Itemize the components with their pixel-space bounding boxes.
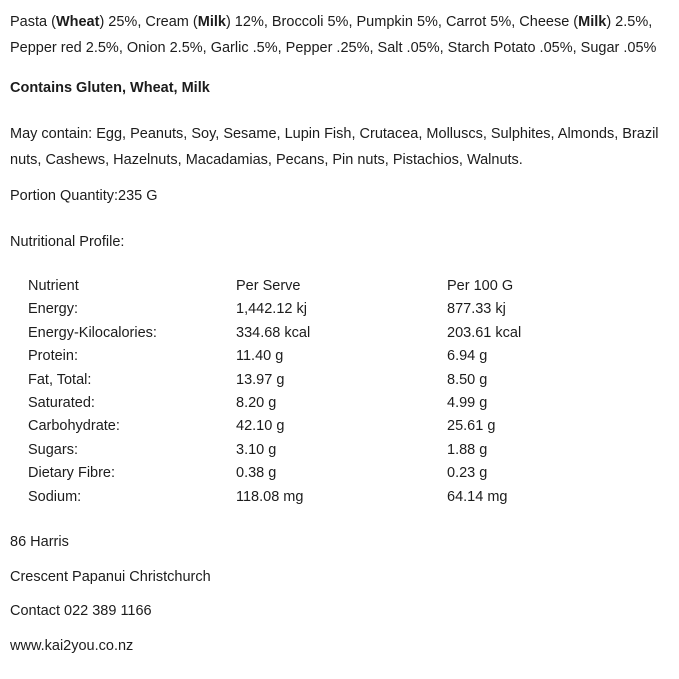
table-cell: 1.88 g <box>447 441 488 458</box>
table-cell: 334.68 kcal <box>236 324 311 341</box>
table-cell: 42.10 g <box>236 418 285 435</box>
table-row <box>28 392 665 415</box>
table-cell: Sodium: <box>28 488 82 505</box>
nutrition-table <box>28 275 665 509</box>
table-cell: 8.50 g <box>447 371 488 388</box>
table-row <box>28 322 665 345</box>
ingredient-allergen: Milk <box>197 14 226 30</box>
contact-phone: Contact 022 389 1166 <box>10 603 152 620</box>
table-cell: 8.20 g <box>236 395 277 412</box>
ingredient-segment: ) 2.5%, Pepper red 2.5%, Onion 2.5%, Garlic .5%, Pepper .25%, Salt .05%, Starch Potato .05%, Sugar .05% <box>10 14 657 56</box>
table-cell: Saturated: <box>28 395 95 412</box>
column-header-per-serve: Per Serve <box>236 278 301 294</box>
table-row <box>28 298 665 321</box>
address-line-2: Crescent Papanui Christchurch <box>10 568 211 585</box>
table-cell: Carbohydrate: <box>28 418 120 435</box>
table-cell: 203.61 kcal <box>447 324 522 341</box>
table-cell: 64.14 mg <box>447 488 508 505</box>
table-cell: 13.97 g <box>236 371 285 388</box>
table-cell: 118.08 mg <box>236 488 304 505</box>
table-row <box>28 345 665 368</box>
column-header-per-100g: Per 100 G <box>447 278 514 294</box>
ingredient-segment: Pasta ( <box>10 14 56 30</box>
table-cell: Sugars: <box>28 441 78 458</box>
table-row <box>28 369 665 392</box>
portion-quantity: Portion Quantity:235 G <box>10 188 158 204</box>
table-cell: 4.99 g <box>447 395 488 412</box>
table-cell: 0.38 g <box>236 465 277 482</box>
table-header-row <box>28 275 665 298</box>
ingredient-segment: ) 25%, Cream ( <box>99 14 198 30</box>
contains-statement: Contains Gluten, Wheat, Milk <box>10 80 210 96</box>
nutrition-profile-title: Nutritional Profile: <box>10 234 125 250</box>
table-cell: 11.40 g <box>236 348 284 365</box>
table-cell: 1,442.12 kj <box>236 301 307 318</box>
website-url: www.kai2you.co.nz <box>10 637 134 654</box>
nutrition-rows <box>28 298 665 509</box>
address-line-1: 86 Harris <box>10 534 69 551</box>
column-header-nutrient: Nutrient <box>28 278 79 294</box>
table-cell: 877.33 kj <box>447 301 506 318</box>
ingredients-line <box>10 9 665 61</box>
table-row <box>28 462 665 485</box>
table-row <box>28 439 665 462</box>
table-cell: Energy: <box>28 301 78 318</box>
table-cell: Fat, Total: <box>28 371 92 388</box>
ingredient-allergen: Wheat <box>55 14 100 30</box>
may-contain-statement: May contain: Egg, Peanuts, Soy, Sesame, Lupin Fish, Crutacea, Molluscs, Sulphites, Almonds, Brazil nuts, Cashews, Hazelnuts, Macadamias, Pecans, Pin nuts, Pistachios, Walnuts. <box>10 126 659 168</box>
table-cell: 6.94 g <box>447 348 488 365</box>
table-cell: Dietary Fibre: <box>28 465 116 482</box>
table-cell: 0.23 g <box>447 465 488 482</box>
ingredient-segment: ) 12%, Broccoli 5%, Pumpkin 5%, Carrot 5%, Cheese ( <box>225 14 579 30</box>
table-row <box>28 486 665 509</box>
table-cell: 25.61 g <box>447 418 496 435</box>
table-cell: 3.10 g <box>236 441 277 458</box>
table-cell: Protein: <box>28 348 78 365</box>
table-cell: Energy-Kilocalories: <box>28 324 157 341</box>
ingredient-allergen: Milk <box>578 14 607 30</box>
table-row <box>28 415 665 438</box>
